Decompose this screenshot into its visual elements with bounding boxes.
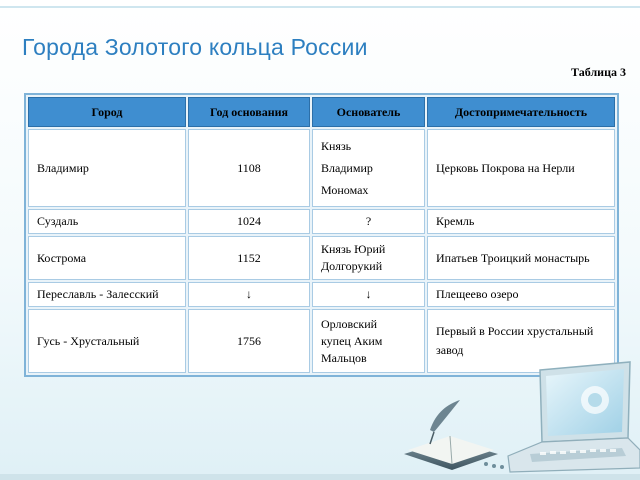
bottom-strip xyxy=(0,474,640,480)
table-row xyxy=(28,129,615,207)
founder-line: Мономах xyxy=(321,183,369,197)
table-label: Таблица 3 xyxy=(571,65,626,79)
cell-year: 1024 xyxy=(188,209,310,234)
cell-sight: Плещеево озеро xyxy=(427,282,615,307)
cell-founder: ? xyxy=(312,209,425,234)
header-founder: Основатель xyxy=(312,97,425,127)
founder-line: купец Аким xyxy=(321,333,383,348)
slide-title: Города Золотого кольца России xyxy=(22,34,368,60)
header-sight: Достопримечательность xyxy=(427,97,615,127)
founder-line: Мальцов xyxy=(321,350,367,365)
table-row xyxy=(28,209,615,234)
cell-city: Гусь - Хрустальный xyxy=(28,309,186,373)
cell-year: ↓ xyxy=(188,282,310,307)
laptop-book-illustration xyxy=(390,360,640,480)
cities-table xyxy=(24,93,619,377)
cell-year: 1152 xyxy=(188,236,310,280)
cell-year: 1108 xyxy=(188,129,310,207)
header-city: Город xyxy=(28,97,186,127)
cell-city: Кострома xyxy=(28,236,186,280)
founder-line: Князь xyxy=(321,139,352,153)
table-row xyxy=(28,282,615,307)
founder-line: Владимир xyxy=(321,161,373,175)
cell-city: Суздаль xyxy=(28,209,186,234)
cell-city: Владимир xyxy=(28,129,186,207)
table-row xyxy=(28,236,615,280)
cell-founder: ↓ xyxy=(312,282,425,307)
cell-sight: Первый в России хрустальный завод xyxy=(427,309,615,373)
header-year: Год основания xyxy=(188,97,310,127)
founder-line: Орловский xyxy=(321,316,378,331)
cell-sight: Кремль xyxy=(427,209,615,234)
table-header-row xyxy=(28,97,615,127)
cell-sight: Церковь Покрова на Нерли xyxy=(427,129,615,207)
cell-sight: Ипатьев Троицкий монастырь xyxy=(427,236,615,280)
top-divider xyxy=(0,6,640,8)
cell-city: Переславль - Залесский xyxy=(28,282,186,307)
founder-line: Князь Юрий xyxy=(321,242,386,256)
cell-founder xyxy=(312,129,425,207)
cell-founder xyxy=(312,236,425,280)
cell-year: 1756 xyxy=(188,309,310,373)
founder-line: Долгорукий xyxy=(321,259,383,273)
